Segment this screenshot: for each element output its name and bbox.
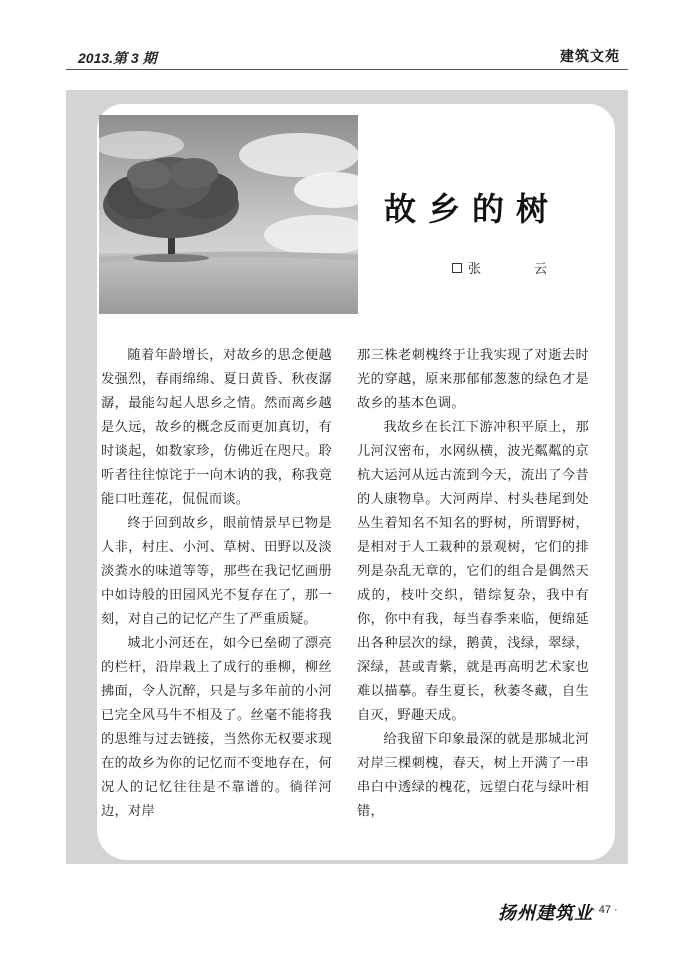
byline [452, 258, 567, 277]
issue-label: 2013.第 3 期 [78, 50, 157, 66]
article-title: 故乡的树 [384, 190, 561, 228]
paragraph: 我故乡在长江下游冲积平原上，那儿河汉密布，水网纵横，波光粼粼的京杭大运河从远古流到今天，流出了今昔的人康物阜。大河两岸、村头巷尾到处丛生着知名不知名的野树，所谓野树，是相对于人工栽种的景观树，它们的排列是杂乱无章的，它们的组合是偶然天成的，枝叶交织，错综复杂，我中有你，你中有我，每当春季来临，便绵延出各种层次的绿，鹅黄，浅绿，翠绿，深绿，甚或青紫，就是再高明艺术家也难以描摹。春生夏长，秋萎冬藏，自生自灭，野趣天成。 [357, 420, 589, 723]
square-box-icon [452, 263, 462, 273]
paragraph: 随着年龄增长，对故乡的思念便越发强烈，春雨绵绵、夏日黄昏、秋夜潺潺，最能勾起人思乡之情。然而离乡越是久远，故乡的概念反而更加真切，有时谈起，如数家珍，仿佛近在咫尺。聆听者往往惊诧于一向木讷的我，称我竟能口吐莲花，侃侃而谈。 [101, 348, 332, 507]
page-number: · 47 · [592, 904, 618, 916]
paragraph: 那三株老刺槐终于让我实现了对逝去时光的穿越，原来那郁郁葱葱的绿色才是故乡的基本色调。 [357, 348, 589, 411]
publication-logo: 扬州建筑业 [498, 903, 593, 924]
section-title: 建筑文苑 [560, 49, 620, 65]
left-text-column [101, 344, 332, 824]
right-text-column [357, 344, 589, 824]
paragraph: 给我留下印象最深的就是那城北河对岸三棵刺槐，春天，树上开满了一串串白中透绿的槐花，远望白花与绿叶相错， [357, 732, 589, 819]
header-divider [66, 69, 628, 70]
tree-photo [99, 115, 358, 314]
paragraph: 城北小河还在，如今已垒砌了漂亮的栏杆，沿岸栽上了成行的垂柳，柳丝拂面，令人沉醉，只是与多年前的小河已完全风马牛不相及了。丝毫不能将我的思维与过去链接，当然你无权要求现在的故乡为你的记忆而不变地存在，何况人的记忆往往是不靠谱的。徜徉河边，对岸 [101, 636, 332, 819]
paragraph: 终于回到故乡，眼前情景早已物是人非，村庄、小河、草树、田野以及淡淡粪水的味道等等，那些在我记忆画册中如诗般的田园风光不复存在了，那一刻，对自己的记忆产生了严重质疑。 [101, 516, 332, 627]
author-name: 张 云 [468, 262, 568, 277]
